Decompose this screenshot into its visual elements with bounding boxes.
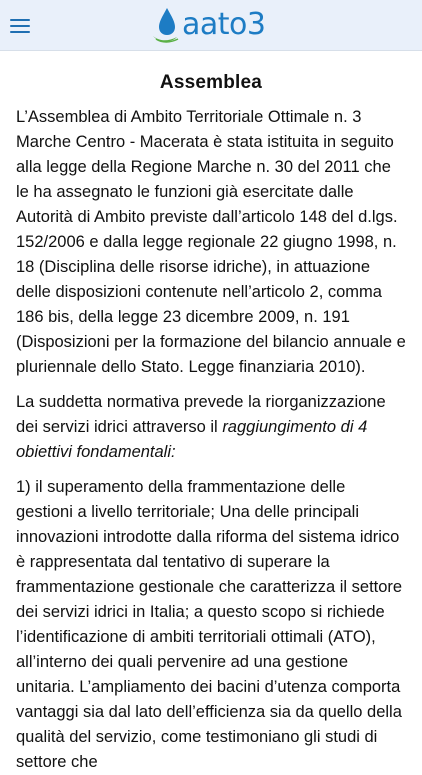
water-drop-icon: [150, 5, 184, 45]
hamburger-menu-icon-bar: [10, 31, 30, 33]
app-logo: [150, 4, 274, 46]
paragraph-obiettivo-1: 1) il superamento della frammentazione delle gestioni a livello territoriale; Una delle principali innovazioni introdotte dalla riforma del sistema idrico è rappresentata dal tentativo di superare la frammentazione gestionale che caratterizza il settore dei servizi idrici in Italia; a questo scopo si richiede l’identificazione di ambiti territoriali ottimali (ATO), all’interno dei quali pervenire ad una gestione unitaria. L’ampliamento dei bacini d’utenza comporta vantaggi sia dal lato dell’efficienza sia da quello della qualità del servizio, come testimoniano gli studi di settore che: [16, 478, 403, 771]
hamburger-menu-icon-bar: [10, 19, 30, 21]
logo-wordmark: aato3: [182, 7, 266, 42]
hamburger-menu-icon-bar: [10, 25, 30, 27]
paragraph-normativa-emphasis: raggiungimento di 4 obiettivi fondamentali:: [16, 418, 368, 461]
app-header: [0, 0, 422, 51]
page-title: Assemblea: [159, 72, 263, 93]
paragraph-normativa: [16, 390, 406, 465]
paragraph-normativa-text: La suddetta normativa prevede la riorganizzazione dei servizi idrici attraverso il: [16, 393, 386, 436]
main-content: [0, 52, 422, 771]
paragraph-intro: L’Assemblea di Ambito Territoriale Ottimale n. 3 Marche Centro - Macerata è stata istituita in seguito alla legge della Regione Marche n. 30 del 2011 che le ha assegnato le funzioni già esercitate dalle Autorità di Ambito previste dall’articolo 148 del d.lgs. 152/2006 e dalla legge regionale 22 giugno 1998, n. 18 (Disciplina delle risorse idriche), in attuazione delle disposizioni contenute nell’articolo 2, comma 186 bis, della legge 23 dicembre 2009, n. 191 (Disposizioni per la formazione del bilancio annuale e pluriennale dello Stato. Legge finanziaria 2010).: [16, 108, 406, 376]
menu-button[interactable]: [7, 13, 33, 39]
